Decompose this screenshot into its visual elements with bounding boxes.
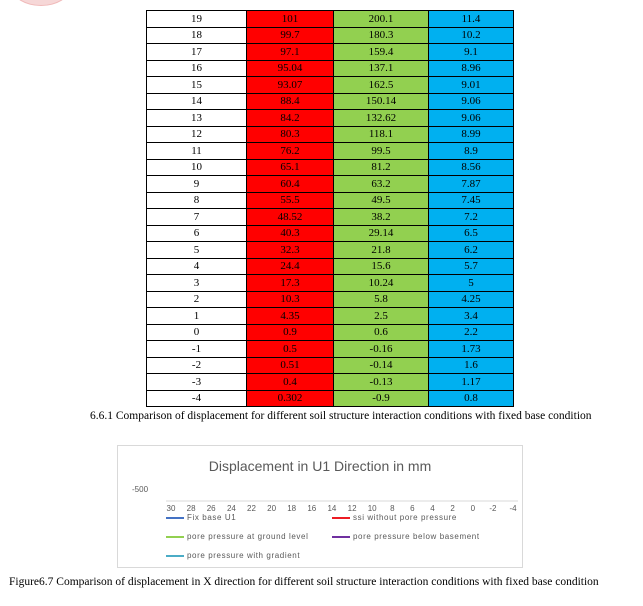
table-row: [147, 225, 514, 242]
x-tick-label: 0: [470, 504, 476, 513]
x-tick-label: 26: [206, 504, 216, 513]
table-cell: 5.7: [429, 258, 514, 275]
table-cell: 180.3: [334, 27, 429, 44]
table-cell: 4.35: [247, 308, 334, 325]
table-row: [147, 27, 514, 44]
x-tick-label: 14: [327, 504, 337, 513]
table-cell: 84.2: [247, 110, 334, 127]
table-cell: 9: [147, 176, 247, 193]
table-row: [147, 143, 514, 160]
table-cell: 6.5: [429, 225, 514, 242]
table-cell: 162.5: [334, 77, 429, 94]
table-cell: 32.3: [247, 242, 334, 259]
y-tick-label: -500: [132, 485, 149, 494]
table-cell: 11.4: [429, 11, 514, 28]
table-cell: 7.2: [429, 209, 514, 226]
table-row: [147, 275, 514, 292]
table-row: [147, 176, 514, 193]
table-cell: 3: [147, 275, 247, 292]
table-cell: 9.01: [429, 77, 514, 94]
table-row: [147, 242, 514, 259]
table-cell: 8: [147, 192, 247, 209]
x-tick-label: 12: [347, 504, 357, 513]
table-cell: 93.07: [247, 77, 334, 94]
table-cell: 8.99: [429, 126, 514, 143]
table-cell: -0.13: [334, 374, 429, 391]
table-cell: 132.62: [334, 110, 429, 127]
table-cell: 6: [147, 225, 247, 242]
table-cell: 15.6: [334, 258, 429, 275]
table-cell: 24.4: [247, 258, 334, 275]
table-cell: 0: [147, 324, 247, 341]
table-cell: 2.2: [429, 324, 514, 341]
table-row: [147, 209, 514, 226]
x-tick-label: -2: [489, 504, 497, 513]
legend-item-1: ssi without pore pressure: [332, 513, 457, 522]
table-cell: 137.1: [334, 60, 429, 77]
table-cell: 99.5: [334, 143, 429, 160]
table-cell: 17.3: [247, 275, 334, 292]
table-cell: 6.2: [429, 242, 514, 259]
table-cell: 8.96: [429, 60, 514, 77]
x-tick-label: 4: [430, 504, 435, 513]
table-cell: 38.2: [334, 209, 429, 226]
table-cell: 0.51: [247, 357, 334, 374]
table-cell: 60.4: [247, 176, 334, 193]
figure-caption: Figure6.7 Comparison of displacement in X direction for different soil structure interaction conditions with fixed base condition: [9, 576, 599, 588]
x-tick-label: 30: [166, 504, 176, 513]
legend-swatch-2: [166, 536, 184, 538]
table-cell: 15: [147, 77, 247, 94]
table-cell: 0.302: [247, 390, 334, 407]
table-cell: 10.24: [334, 275, 429, 292]
table-row: [147, 93, 514, 110]
table-cell: 19: [147, 11, 247, 28]
table-cell: 99.7: [247, 27, 334, 44]
table-cell: 76.2: [247, 143, 334, 160]
table-row: [147, 341, 514, 358]
displacement-table: [146, 10, 514, 407]
table-cell: 8.9: [429, 143, 514, 160]
table-cell: 200.1: [334, 11, 429, 28]
table-row: [147, 291, 514, 308]
table-cell: 14: [147, 93, 247, 110]
x-tick-label: 8: [390, 504, 395, 513]
table-row: [147, 390, 514, 407]
table-cell: 17: [147, 44, 247, 61]
table-row: [147, 60, 514, 77]
table-row: [147, 258, 514, 275]
x-tick-label: -4: [509, 504, 517, 513]
table-cell: 5: [429, 275, 514, 292]
table-cell: 4: [147, 258, 247, 275]
table-cell: 11: [147, 143, 247, 160]
table-cell: 2: [147, 291, 247, 308]
table-cell: 150.14: [334, 93, 429, 110]
table-row: [147, 357, 514, 374]
table-cell: 9.06: [429, 110, 514, 127]
table-cell: 10.2: [429, 27, 514, 44]
table-cell: 81.2: [334, 159, 429, 176]
table-cell: 65.1: [247, 159, 334, 176]
table-cell: 101: [247, 11, 334, 28]
table-cell: 7.45: [429, 192, 514, 209]
table-cell: -4: [147, 390, 247, 407]
table-cell: 97.1: [247, 44, 334, 61]
table-cell: 9.1: [429, 44, 514, 61]
table-cell: 40.3: [247, 225, 334, 242]
table-cell: 63.2: [334, 176, 429, 193]
table-cell: 2.5: [334, 308, 429, 325]
table-cell: 0.6: [334, 324, 429, 341]
x-tick-label: 16: [307, 504, 317, 513]
section-caption: 6.6.1 Comparison of displacement for different soil structure interaction conditions with fixed base condition: [90, 410, 592, 422]
legend-item-0: Fix base U1: [166, 513, 236, 522]
table-cell: 7.87: [429, 176, 514, 193]
x-tick-label: 6: [410, 504, 415, 513]
table-cell: 48.52: [247, 209, 334, 226]
table-row: [147, 374, 514, 391]
table-cell: 5.8: [334, 291, 429, 308]
logo-fragment: [12, 0, 70, 6]
legend-item-3: pore pressure below basement: [332, 532, 480, 541]
table-cell: 0.9: [247, 324, 334, 341]
x-tick-label: 22: [247, 504, 256, 513]
table-row: [147, 11, 514, 28]
table-cell: 13: [147, 110, 247, 127]
chart-title: Displacement in U1 Direction in mm: [208, 458, 432, 474]
table-row: [147, 44, 514, 61]
table-cell: 12: [147, 126, 247, 143]
table-cell: 1.17: [429, 374, 514, 391]
table-cell: 1.6: [429, 357, 514, 374]
table-cell: 5: [147, 242, 247, 259]
x-tick-label: 20: [267, 504, 277, 513]
table-cell: 16: [147, 60, 247, 77]
x-tick-label: 24: [226, 504, 236, 513]
table-cell: 1.73: [429, 341, 514, 358]
legend-item-4: pore pressure with gradient: [166, 551, 300, 560]
table-cell: 88.4: [247, 93, 334, 110]
table-row: [147, 308, 514, 325]
table-cell: 0.4: [247, 374, 334, 391]
table-cell: 21.8: [334, 242, 429, 259]
table-cell: 159.4: [334, 44, 429, 61]
table-cell: 0.5: [247, 341, 334, 358]
table-cell: -0.16: [334, 341, 429, 358]
table-cell: 10: [147, 159, 247, 176]
table-cell: 49.5: [334, 192, 429, 209]
displacement-chart: [117, 445, 523, 568]
x-tick-label: 10: [367, 504, 377, 513]
table-row: [147, 324, 514, 341]
x-tick-label: 28: [186, 504, 196, 513]
table-cell: 0.8: [429, 390, 514, 407]
legend-swatch-1: [332, 517, 350, 519]
table-cell: 29.14: [334, 225, 429, 242]
table-row: [147, 77, 514, 94]
chart-plot: [118, 446, 522, 567]
table-cell: -2: [147, 357, 247, 374]
legend-swatch-4: [166, 555, 184, 557]
table-cell: 1: [147, 308, 247, 325]
table-cell: 7: [147, 209, 247, 226]
table-cell: -1: [147, 341, 247, 358]
table-cell: 4.25: [429, 291, 514, 308]
table-cell: 55.5: [247, 192, 334, 209]
x-tick-label: 18: [287, 504, 297, 513]
table-cell: -0.9: [334, 390, 429, 407]
table-row: [147, 126, 514, 143]
table-cell: 8.56: [429, 159, 514, 176]
table-cell: 10.3: [247, 291, 334, 308]
table-cell: 18: [147, 27, 247, 44]
table-row: [147, 110, 514, 127]
x-tick-label: 2: [450, 504, 455, 513]
table-cell: -3: [147, 374, 247, 391]
table-cell: 118.1: [334, 126, 429, 143]
table-cell: 80.3: [247, 126, 334, 143]
table-cell: 95.04: [247, 60, 334, 77]
table-cell: 9.06: [429, 93, 514, 110]
legend-swatch-0: [166, 517, 184, 519]
table-row: [147, 192, 514, 209]
table-cell: -0.14: [334, 357, 429, 374]
legend-swatch-3: [332, 536, 350, 538]
table-row: [147, 159, 514, 176]
table-cell: 3.4: [429, 308, 514, 325]
legend-item-2: pore pressure at ground level: [166, 532, 308, 541]
